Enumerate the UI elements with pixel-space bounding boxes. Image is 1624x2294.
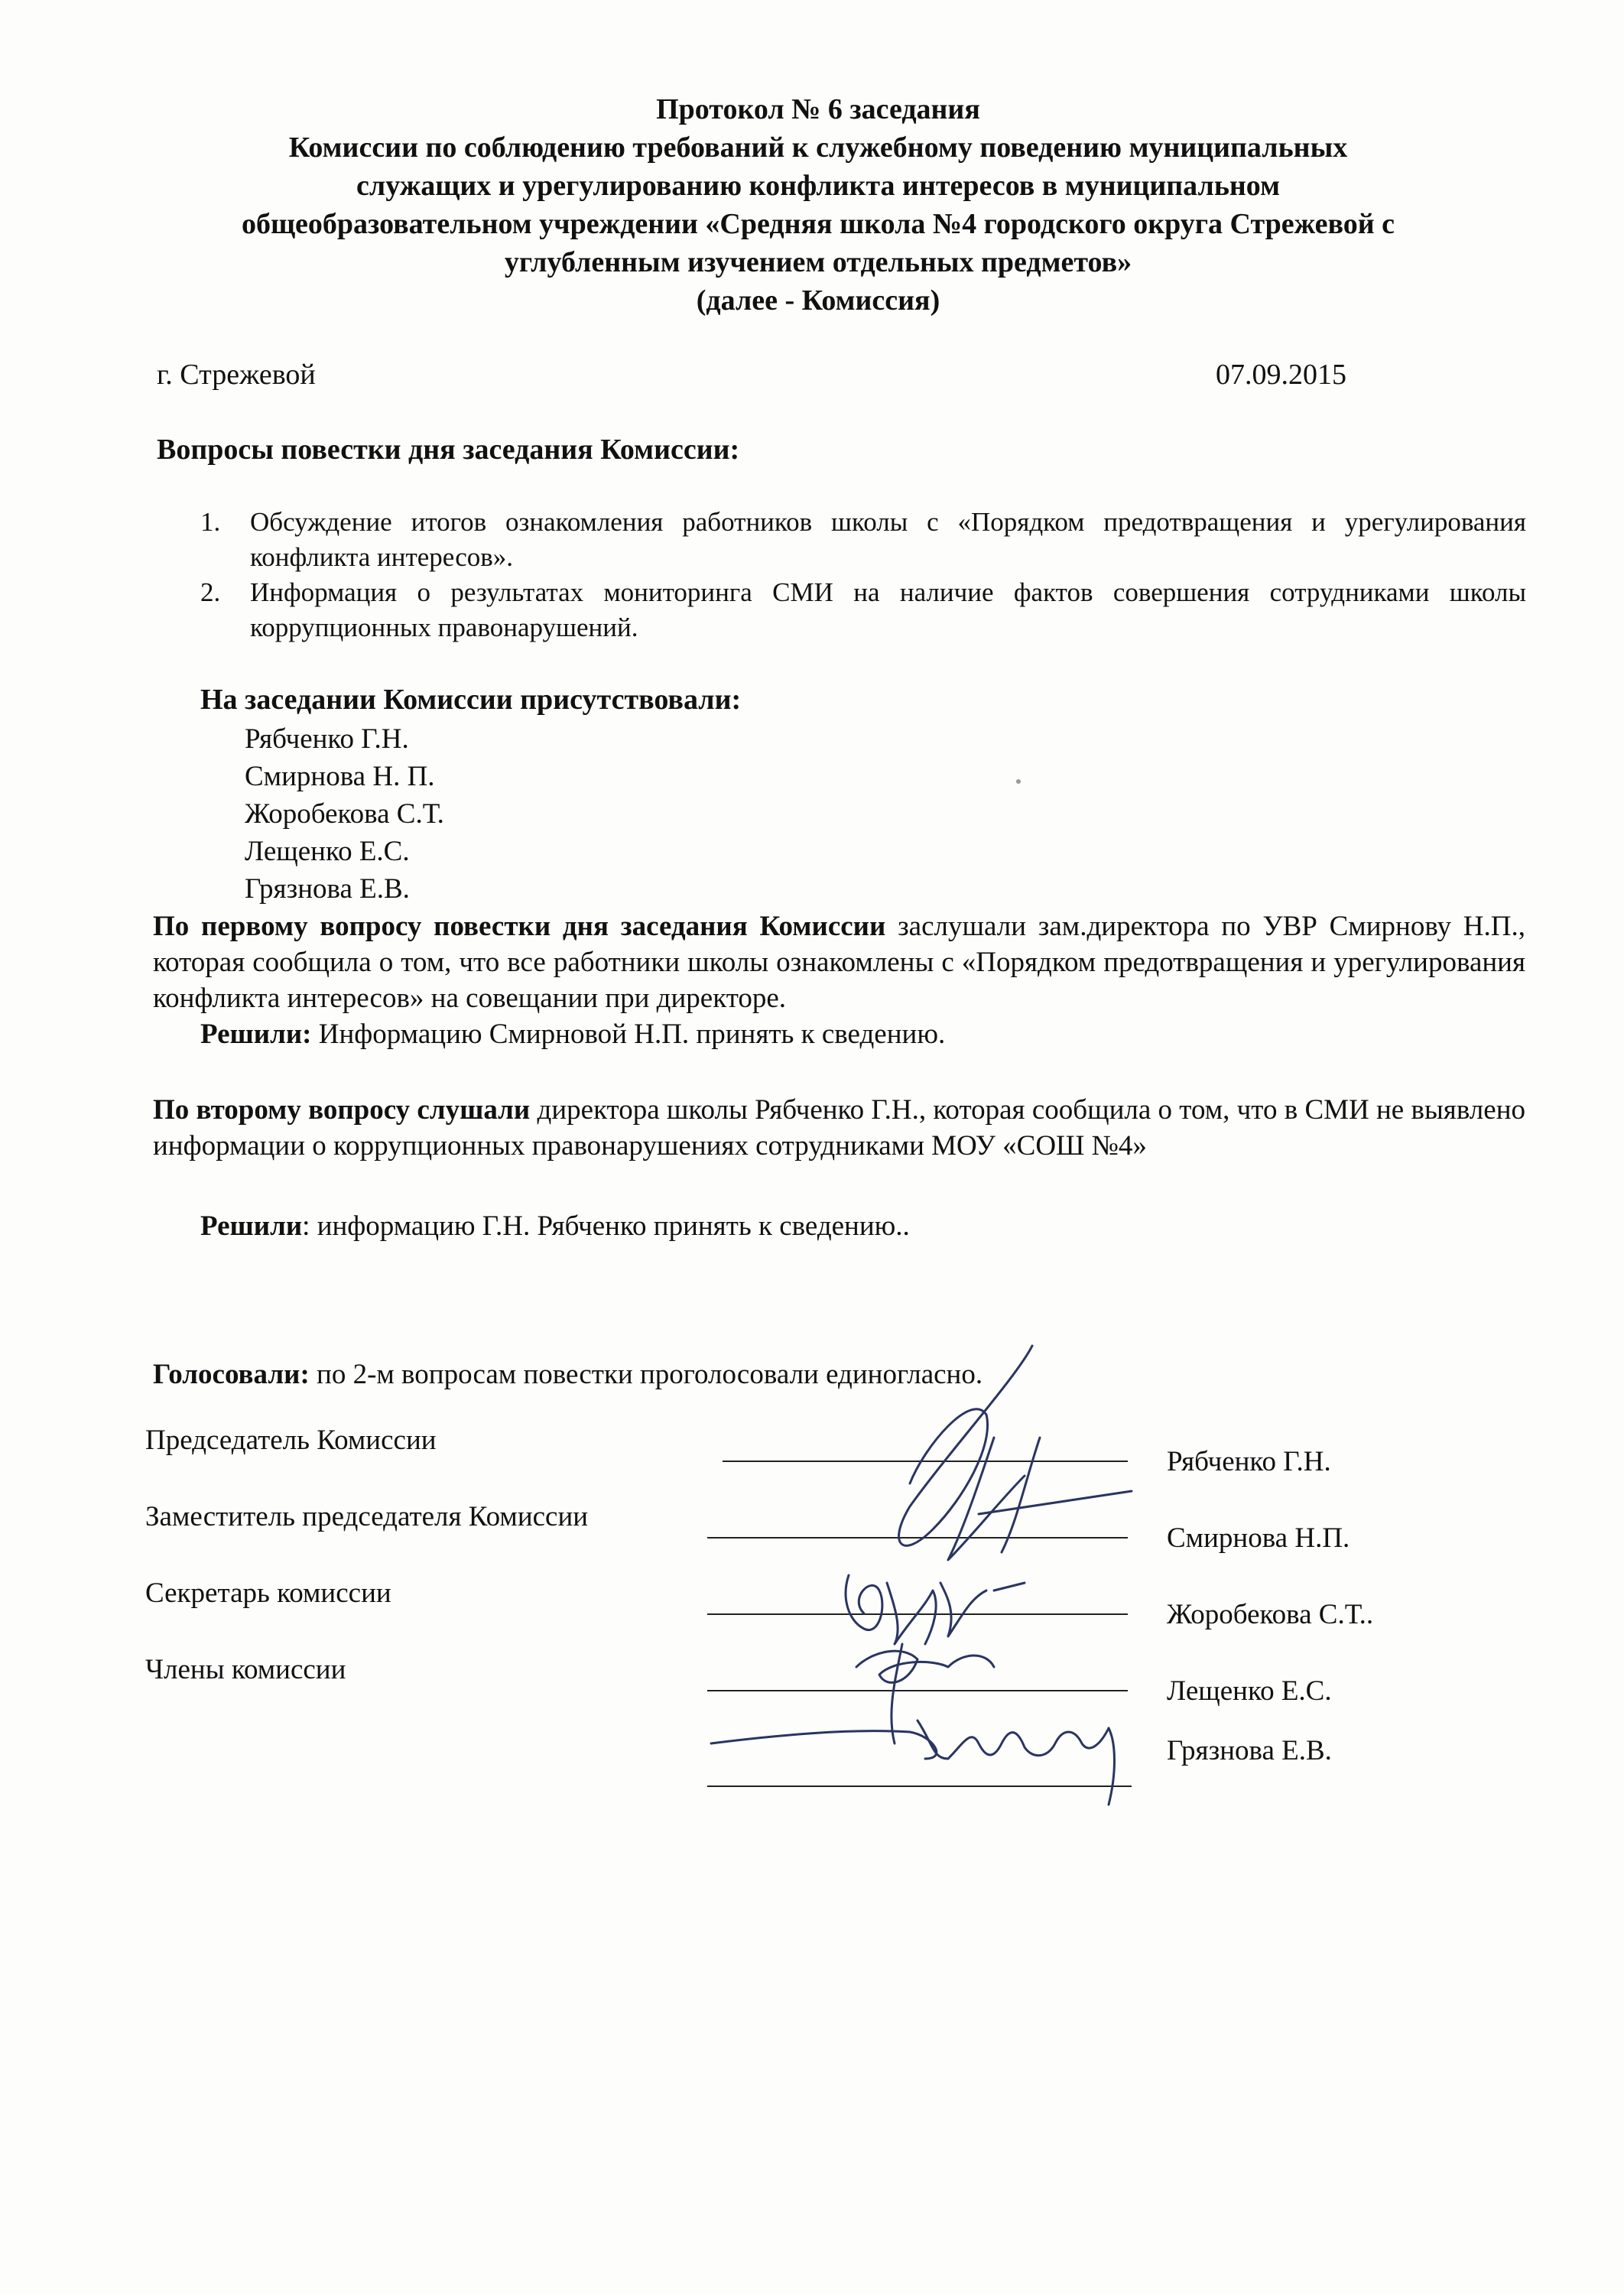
place: г. Стрежевой (157, 359, 316, 391)
signature-role: Председатель Комиссии (145, 1425, 437, 1456)
agenda-list (200, 505, 1526, 645)
question2-lead: По второму вопросу слушали (153, 1094, 531, 1126)
signature-name: Рябченко Г.Н. (1167, 1446, 1331, 1477)
signature-name: Грязнова Е.В. (1167, 1735, 1332, 1766)
title-line: Комиссии по соблюдению требований к служебному поведению муниципальных (288, 132, 1348, 164)
agenda-item-text: Информация о результатах мониторинга СМИ на наличие фактов совершения сотрудниками школы коррупционных правонарушений. (250, 577, 1526, 642)
question2-paragraph (153, 1092, 1525, 1164)
attendee: Грязнова Е.В. (245, 873, 410, 905)
title-line: Протокол № 6 заседания (656, 93, 980, 125)
attendee: Рябченко Г.Н. (245, 723, 409, 755)
agenda-item-number: 1. (200, 507, 221, 537)
date: 07.09.2015 (1216, 359, 1346, 391)
decision-text: : информацию Г.Н. Рябченко принять к сведению.. (302, 1210, 910, 1242)
agenda-item-number: 2. (200, 577, 221, 607)
decision-label: Решили (200, 1210, 303, 1242)
title-line: служащих и урегулированию конфликта интересов в муниципальном (356, 170, 1280, 202)
vote-label: Голосовали: (153, 1359, 310, 1390)
decision-text: Информацию Смирновой Н.П. принять к сведению. (311, 1019, 946, 1050)
signature-name: Смирнова Н.П. (1167, 1522, 1350, 1554)
title-line: (далее - Комиссия) (696, 284, 940, 317)
title-line: углубленным изучением отдельных предметов» (504, 246, 1132, 278)
attendance-heading: На заседании Комиссии присутствовали: (200, 684, 742, 716)
agenda-item-text: Обсуждение итогов ознакомления работников школы с «Порядком предотвращения и урегулирования конфликта интересов». (250, 507, 1526, 572)
attendee: Жоробекова С.Т. (245, 798, 444, 830)
question1-text: заслушали зам.директора по УВР Смирнову Н.П., которая сообщила о том, что все работники школы ознакомлены с «Порядком предотвращения и урегулирования конфликта интересов» на совещании при директоре. (153, 911, 1525, 1014)
title-line: общеобразовательном учреждении «Средняя школа №4 городского округа Стрежевой с (241, 208, 1395, 240)
document-title (168, 90, 1468, 320)
signature-name: Лещенко Е.С. (1167, 1675, 1332, 1707)
agenda-heading: Вопросы повестки дня заседания Комиссии: (157, 434, 740, 466)
question2-decision (200, 1208, 910, 1244)
agenda-item (200, 575, 1526, 645)
question1-decision (200, 1016, 945, 1052)
agenda-item (200, 505, 1526, 575)
signature-role: Члены комиссии (145, 1654, 346, 1685)
signature-name: Жоробекова С.Т.. (1167, 1599, 1374, 1630)
question1-paragraph (153, 908, 1525, 1016)
scan-speck (1015, 778, 1022, 785)
question1-lead: По первому вопросу повестки дня заседания Комиссии (153, 911, 886, 942)
attendance-list (245, 720, 444, 908)
signature-role: Заместитель председателя Комиссии (145, 1501, 589, 1532)
attendee: Смирнова Н. П. (245, 761, 435, 792)
signature-role: Секретарь комиссии (145, 1578, 391, 1609)
question2-text: директора школы Рябченко Г.Н., которая сообщила о том, что в СМИ не выявлено информации о коррупционных правонарушениях сотрудниками МОУ «СОШ №4» (153, 1094, 1525, 1162)
vote-text: по 2-м вопросам повестки проголосовали единогласно. (309, 1359, 983, 1390)
handwritten-signatures (658, 1331, 1193, 1828)
decision-label: Решили: (200, 1019, 312, 1050)
attendee: Лещенко Е.С. (245, 836, 410, 867)
